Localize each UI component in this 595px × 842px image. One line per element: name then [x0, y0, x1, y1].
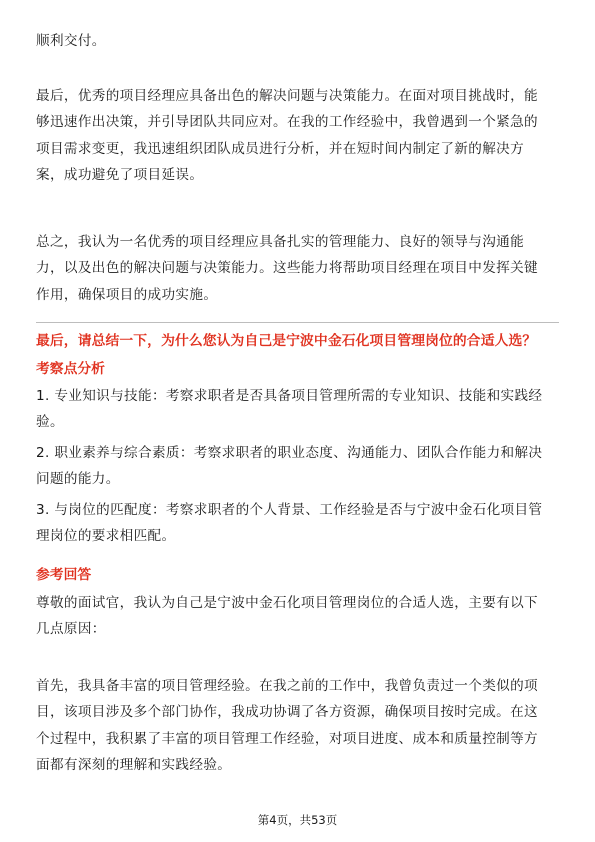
paragraph-line: 几点原因： [36, 621, 106, 638]
answer-greeting [36, 590, 559, 643]
finally-paragraph [36, 83, 559, 189]
paragraph-line: 顺利交付。 [36, 33, 106, 49]
paragraph-line: 验。 [36, 414, 64, 431]
paragraph-line: 够迅速作出决策，并引导团队共同应对。在我的工作经验中，我曾遇到一个紧急的 [36, 114, 538, 131]
paragraph-line: 面都有深刻的理解和实践经验。 [36, 757, 232, 774]
paragraph-line: 尊敬的面试官，我认为自己是宁波中金石化项目管理岗位的合适人选，主要有以下 [36, 595, 538, 611]
analysis-item [36, 440, 559, 493]
paragraph-line: 作用，确保项目的成功实施。 [36, 286, 218, 303]
paragraph-line: 1. 专业知识与技能：考察求职者是否具备项目管理所需的专业知识、技能和实践经 [36, 388, 543, 404]
paragraph-line: 理岗位的要求相匹配。 [36, 528, 176, 545]
paragraph-line: 最后，优秀的项目经理应具备出色的解决问题与决策能力。在面对项目挑战时，能 [36, 88, 538, 104]
paragraph-line: 总之，我认为一名优秀的项目经理应具备扎实的管理能力、良好的领导与沟通能 [36, 234, 525, 250]
paragraph-line: 目，该项目涉及多个部门协作，我成功协调了各方资源，确保项目按时完成。在这 [36, 704, 538, 721]
analysis-heading: 考察点分析 [36, 361, 105, 377]
answer-first-point [36, 673, 559, 779]
paragraph-line: 案，成功避免了项目延误。 [36, 167, 204, 184]
paragraph-line: 首先，我具备丰富的项目管理经验。在我之前的工作中，我曾负责过一个类似的项 [36, 678, 538, 694]
analysis-item [36, 383, 559, 436]
paragraph-line: 2. 职业素养与综合素质：考察求职者的职业态度、沟通能力、团队合作能力和解决 [36, 445, 543, 461]
paragraph-line: 力，以及出色的解决问题与决策能力。这些能力将帮助项目经理在项目中发挥关键 [36, 260, 538, 277]
paragraph-line: 问题的能力。 [36, 471, 120, 488]
page-number: 第4页，共53页 [257, 813, 338, 827]
answer-heading: 参考回答 [36, 567, 92, 583]
paragraph-line: 项目需求变更，我迅速组织团队成员进行分析，并在短时间内制定了新的解决方 [36, 140, 525, 157]
paragraph-line: 3. 与岗位的匹配度：考察求职者的个人背景、工作经验是否与宁波中金石化项目管 [36, 502, 543, 518]
question-heading: 最后，请总结一下，为什么您认为自己是宁波中金石化项目管理岗位的合适人选？ [36, 333, 537, 349]
analysis-item [36, 497, 559, 550]
summary-paragraph [36, 229, 559, 308]
paragraph-line: 个过程中，我积累了丰富的项目管理工作经验，对项目进度、成本和质量控制等方 [36, 730, 538, 747]
section-divider [36, 322, 559, 323]
intro-tail-paragraph [36, 28, 559, 54]
